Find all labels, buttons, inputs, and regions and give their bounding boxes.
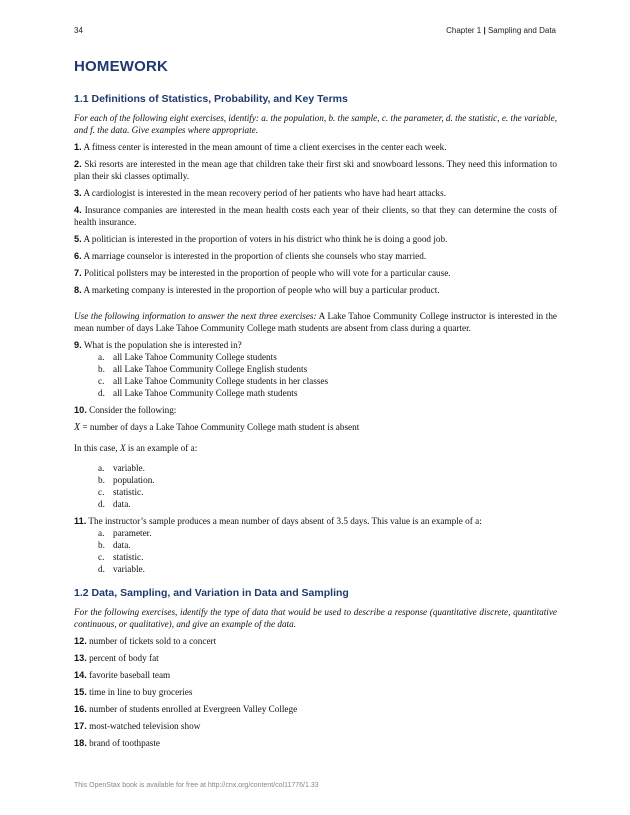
exercise-text: What is the population she is interested in? — [83, 340, 242, 350]
variable-symbol: X — [74, 422, 81, 433]
option-letter: c. — [98, 552, 105, 562]
exercise — [74, 686, 557, 698]
exercise-text: A marketing company is interested in the proportion of people who will buy a particular product. — [83, 285, 440, 295]
option-letter: b. — [98, 364, 105, 374]
chapter-label: Chapter 1 — [446, 26, 482, 35]
option — [74, 351, 557, 363]
homework-content — [74, 93, 557, 754]
exercise — [74, 233, 557, 245]
option-letter: b. — [98, 475, 105, 485]
exercise-text: number of students enrolled at Evergreen Valley College — [89, 704, 298, 714]
header-separator: | — [483, 26, 486, 35]
exercise — [74, 669, 557, 681]
option — [74, 563, 557, 575]
exercise-text: A marriage counselor is interested in the proportion of clients she counsels who stay married. — [83, 251, 427, 261]
page-number: 34 — [74, 26, 83, 35]
exercise — [74, 404, 557, 416]
exercise — [74, 652, 557, 664]
exercise — [74, 703, 557, 715]
exercise-number: 10. — [74, 405, 87, 415]
option — [74, 527, 557, 539]
section-intro: For the following exercises, identify the type of data that would be used to describe a response (quantitative discrete, quantitative continuous, or qualitative), and give an example of the data. — [74, 607, 557, 629]
exercise — [74, 515, 557, 527]
exercise-number: 7. — [74, 268, 82, 278]
exercise-text: A fitness center is interested in the mean amount of time a client exercises in the center each week. — [83, 142, 447, 152]
option — [74, 474, 557, 486]
option-text: variable. — [113, 564, 145, 574]
exercise — [74, 204, 557, 228]
exercise — [74, 187, 557, 199]
exercise-number: 4. — [74, 205, 82, 215]
page-footer: This OpenStax book is available for free at http://cnx.org/content/col11776/1.33 — [74, 782, 319, 789]
exercise-text: Insurance companies are interested in the mean health costs each year of their clients, so that they can determine the costs of health insurance. — [74, 205, 558, 227]
option-text: all Lake Tahoe Community College math students — [113, 388, 298, 398]
option-text: data. — [113, 540, 131, 550]
exercise-number: 13. — [74, 653, 87, 663]
exercise-number: 8. — [74, 285, 82, 295]
option-text: variable. — [113, 463, 145, 473]
definition-text: = number of days a Lake Tahoe Community College math student is absent — [80, 422, 360, 432]
exercise-text: percent of body fat — [89, 653, 159, 663]
option-text: population. — [113, 475, 155, 485]
exercise-text: favorite baseball team — [89, 670, 171, 680]
exercise-number: 17. — [74, 721, 87, 731]
exercise — [74, 635, 557, 647]
option-letter: a. — [98, 352, 105, 362]
exercise-text: Ski resorts are interested in the mean age that children take their first ski and snowboard lessons. They need this information to plan their ski classes optimally. — [74, 159, 558, 181]
option-text: statistic. — [113, 552, 144, 562]
option-text: all Lake Tahoe Community College English students — [113, 364, 308, 374]
option — [74, 551, 557, 563]
exercise — [74, 267, 557, 279]
options-list — [74, 351, 557, 399]
options-list — [74, 462, 557, 510]
exercise-text: The instructor’s sample produces a mean number of days absent of 3.5 days. This value is an example of a: — [88, 516, 482, 526]
exercise-number: 5. — [74, 234, 82, 244]
case-sentence — [74, 442, 557, 454]
option-text: all Lake Tahoe Community College students — [113, 352, 277, 362]
exercise-number: 6. — [74, 251, 82, 261]
option-text: parameter. — [113, 528, 152, 538]
info-intro-italic: Use the following information to answer the next three exercises: — [74, 311, 317, 321]
option-letter: c. — [98, 376, 105, 386]
option-letter: d. — [98, 499, 105, 509]
exercise-text: time in line to buy groceries — [89, 687, 193, 697]
section-label: Sampling and Data — [487, 26, 556, 35]
exercise — [74, 720, 557, 732]
option — [74, 387, 557, 399]
exercise-text: Consider the following: — [89, 405, 177, 415]
case-post: is an example of a: — [125, 443, 198, 453]
option — [74, 375, 557, 387]
exercise-number: 16. — [74, 704, 87, 714]
option — [74, 363, 557, 375]
exercise-text: A cardiologist is interested in the mean recovery period of her patients who have had heart attacks. — [83, 188, 446, 198]
exercise-number: 9. — [74, 340, 82, 350]
exercise — [74, 250, 557, 262]
option — [74, 486, 557, 498]
exercise — [74, 141, 557, 153]
exercise-text: most-watched television show — [89, 721, 201, 731]
section-heading-1-1: 1.1 Definitions of Statistics, Probability, and Key Terms — [74, 93, 348, 105]
exercise-text: Political pollsters may be interested in the proportion of people who will vote for a particular cause. — [83, 268, 451, 278]
option-letter: a. — [98, 463, 105, 473]
option — [74, 539, 557, 551]
option-letter: d. — [98, 388, 105, 398]
option — [74, 498, 557, 510]
option-text: data. — [113, 499, 131, 509]
exercise-number: 2. — [74, 159, 82, 169]
exercise — [74, 339, 557, 351]
exercise-number: 1. — [74, 142, 82, 152]
case-variable: X — [119, 443, 126, 453]
exercise-number: 14. — [74, 670, 87, 680]
section-intro: For each of the following eight exercises, identify: a. the population, b. the sample, c. the parameter, d. the statistic, e. the variable, and f. the data. Give examples where appropriate. — [74, 113, 557, 135]
exercise-number: 3. — [74, 188, 82, 198]
options-list — [74, 527, 557, 575]
exercise-text: number of tickets sold to a concert — [89, 636, 217, 646]
exercise — [74, 158, 557, 182]
exercise — [74, 737, 557, 749]
info-intro-text: A Lake Tahoe Community College instructor is interested in the mean number of days Lake Tahoe Community College math students are absent from class during a quarter. — [74, 311, 557, 333]
info-paragraph — [74, 310, 557, 334]
section-heading-1-2: 1.2 Data, Sampling, and Variation in Data and Sampling — [74, 587, 349, 599]
option-letter: d. — [98, 564, 105, 574]
case-pre: In this case, — [74, 443, 120, 453]
option-letter: b. — [98, 540, 105, 550]
option-letter: c. — [98, 487, 105, 497]
page-title: HOMEWORK — [74, 58, 169, 75]
exercise — [74, 284, 557, 296]
exercise-number: 11. — [74, 516, 87, 526]
option-text: statistic. — [113, 487, 144, 497]
running-header — [446, 26, 556, 35]
exercise-number: 12. — [74, 636, 87, 646]
exercise-text: brand of toothpaste — [89, 738, 161, 748]
option-letter: a. — [98, 528, 105, 538]
exercise-number: 18. — [74, 738, 87, 748]
option — [74, 462, 557, 474]
variable-definition — [74, 421, 557, 434]
exercise-text: A politician is interested in the proportion of voters in his district who think he is doing a good job. — [83, 234, 448, 244]
option-text: all Lake Tahoe Community College students in her classes — [113, 376, 329, 386]
exercise-number: 15. — [74, 687, 87, 697]
